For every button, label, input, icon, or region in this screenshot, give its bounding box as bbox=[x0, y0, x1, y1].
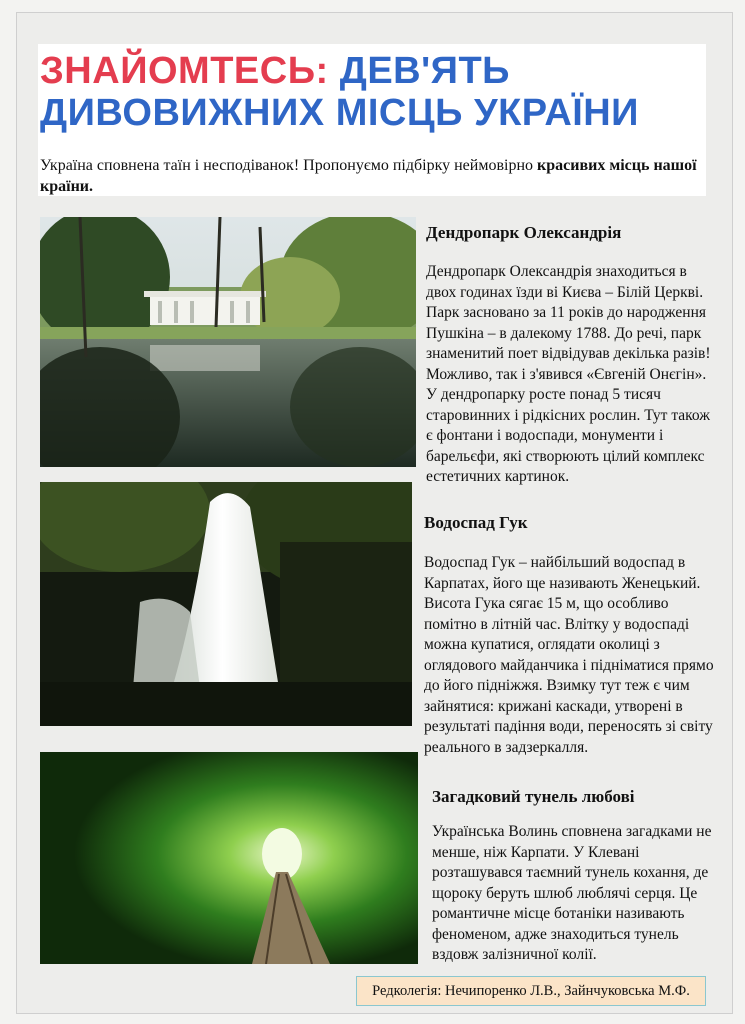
park-photo bbox=[40, 217, 416, 467]
section-text-waterfall: Водоспад Гук – найбільший водоспад в Карпатах, його ще називають Женецький. Висота Гука сягає 15 м, що особливо помітно в літній час. Влітку у водоспаді можна купатися, оглядати околиці з оглядового майданчика і підніматися прямо до його підніжжя. Взимку тут теж є чим зайнятися: крижані каскади, утворені в результаті падіння води, переносять зі світу реального в задзеркалля. bbox=[424, 554, 714, 756]
section-text-dendropark: Дендропарк Олександрія знаходиться в двох годинах їзди ві Києва – Білій Церкві. Парк засновано за 11 років до народження Пушкіна – в далекому 1788. До речі, парк знаменитий поет відвідував декілька разів! Можливо, так і з'явився «Євгеній Онєгін». У дендропарку росте понад 5 тисяч старовинних і рідкісних рослин. Тут також є фонтани і водоспади, монументи і барельєфи, які створюють цілий комплекс естетичних картинок. bbox=[426, 263, 711, 485]
section-text-tunnel: Українська Волинь сповнена загадками не менше, ніж Карпати. У Клевані розташувався таємний тунель кохання, де щороку беруть шлюб люблячі серця. Це романтичне місце ботаніки називають феноменом, адже знаходиться тунель вздовж залізничної колії. bbox=[432, 823, 712, 963]
intro-text bbox=[40, 155, 700, 197]
title-line-2: ДИВОВИЖНИХ МІСЦЬ УКРАЇНИ bbox=[40, 92, 639, 134]
section-title-dendropark: Дендропарк Олександрія bbox=[426, 223, 622, 242]
page-title bbox=[40, 50, 700, 134]
waterfall-photo bbox=[40, 482, 412, 726]
title-part-2: ДЕВ'ЯТЬ bbox=[339, 50, 510, 92]
tunnel-photo bbox=[40, 752, 418, 964]
editorial-credits: Редколегія: Нечипоренко Л.В., Зайнчуковська М.Ф. bbox=[356, 976, 706, 1006]
title-part-1: ЗНАЙОМТЕСЬ: bbox=[40, 50, 329, 92]
intro-plain: Україна сповнена таїн і несподіванок! Пропонуємо підбірку неймовірно bbox=[40, 157, 538, 174]
section-title-tunnel: Загадковий тунель любові bbox=[432, 787, 635, 806]
section-title-waterfall: Водоспад Гук bbox=[424, 513, 528, 532]
intro-bold: красивих місць нашої країни. bbox=[40, 157, 697, 195]
